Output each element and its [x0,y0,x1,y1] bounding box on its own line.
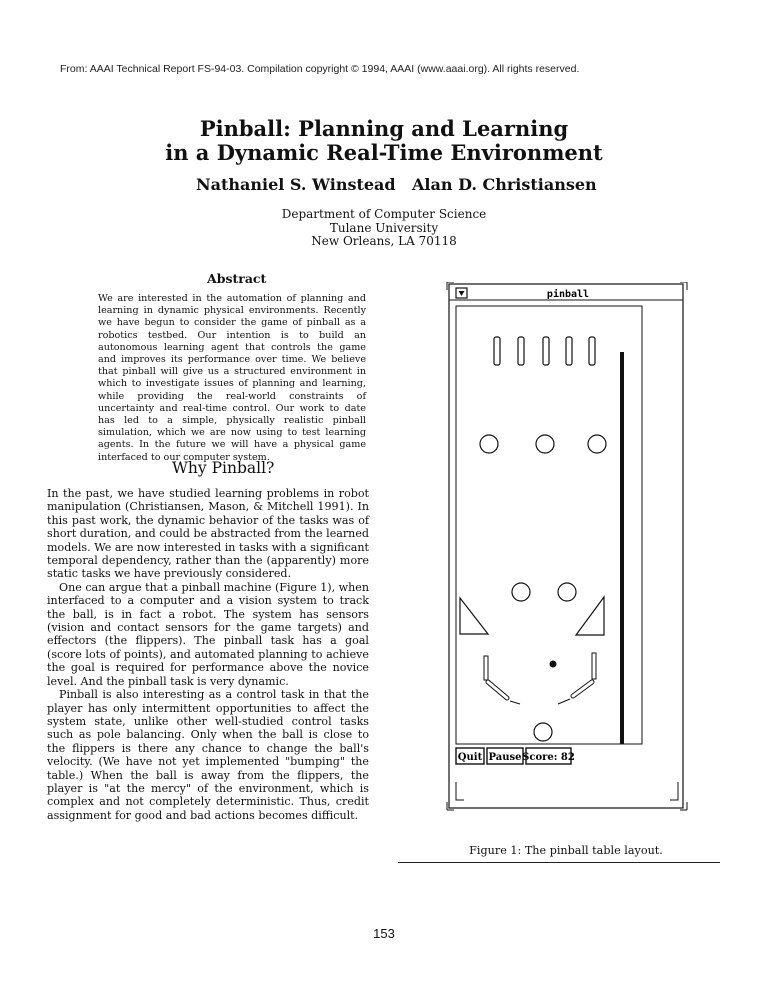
launch-lane-wall [620,352,624,744]
drop-target-3 [543,337,549,365]
author-1: Nathaniel S. Winstead [196,175,396,194]
section-heading: Why Pinball? [172,459,275,477]
drop-target-2 [518,337,524,365]
left-lane-post [484,656,488,680]
caption-rule [398,862,720,863]
paragraph-1: In the past, we have studied learning problems in robot manipulation (Christiansen, Mason, & Mitchell 1991). In this past work, the dynamic behavior of the tasks was of short duration, and could be abstracted from the learned models. We are now interested in tasks with a significant temporal dependency, rather than the (apparently) more static tasks we have previously considered. [47,487,369,581]
quit-button-label: Quit [457,752,483,763]
abstract-heading: Abstract [207,271,267,286]
paragraph-3: Pinball is also interesting as a control task in that the player has only intermittent opportunities to affect the system state, unlike other well-studied control tasks such as pole balancing. Only when the ball is close to the flippers is there any chance to change the ball's velocity. (We have not yet implemented "bumping" the table.) When the ball is away from the flippers, the player is "at the mercy" of the environment, which is complex and not completely deterministic. Thus, credit assignment for good and bad actions becomes difficult. [47,688,369,822]
score-display [522,748,575,764]
quit-button[interactable] [456,748,484,764]
score-label: Score: 82 [522,752,575,763]
drop-target-4 [566,337,572,365]
paper-title [0,117,768,165]
title-line-2: in a Dynamic Real-Time Environment [165,140,603,165]
bumper-3 [588,435,606,453]
page-number: 153 [373,926,395,941]
bumper-2 [536,435,554,453]
figure-caption: Figure 1: The pinball table layout. [469,844,663,857]
drop-target-1 [494,337,500,365]
bumper-1 [480,435,498,453]
drain-bumper [534,723,552,741]
window-title: pinball [546,289,590,300]
right-lane-post [592,653,596,679]
author-2: Alan D. Christiansen [412,175,597,194]
pinball-figure [446,282,688,840]
title-line-1: Pinball: Planning and Learning [199,116,569,141]
paragraph-2: One can argue that a pinball machine (Figure 1), when interfaced to a computer and a vision system to track the ball, is in fact a robot. The system has sensors (vision and contact sensors for the game targets) and effectors (the flippers). The pinball task has a goal (score lots of points), and automated planning to achieve the goal is required for performance above the novice level. And the pinball task is very dynamic. [47,580,369,688]
copyright-notice: From: AAAI Technical Report FS-94-03. Compilation copyright © 1994, AAAI (www.aaai.org). All rights reserved. [60,63,580,75]
pause-button-label: Pause [488,752,522,763]
abstract-text: We are interested in the automation of planning and learning in dynamic physical environments. Recently we have begun to consider the game of pinball as a robotics testbed. Our intention is to build an autonomous learning agent that controls the game and improves its performance over time. We believe that pinball will give us a structured environment in which to investigate issues of planning and learning, while providing the real-world constraints of uncertainty and real-time control. Our work to date has led to a simple, physically realistic pinball simulation, which we are now using to test learning agents. In the future we will have a physical game interfaced to our computer system. [98,293,366,463]
window-menu-icon[interactable] [456,288,467,298]
pinball-ball [550,661,557,668]
bumper-4 [512,583,530,601]
affiliation-city: New Orleans, LA 70118 [311,234,457,248]
pause-button[interactable] [487,748,523,764]
affiliation-dept: Department of Computer Science [281,207,487,221]
affiliation [0,208,768,249]
bumper-5 [558,583,576,601]
drop-target-5 [589,337,595,365]
affiliation-university: Tulane University [329,220,439,235]
section-body [47,487,369,822]
